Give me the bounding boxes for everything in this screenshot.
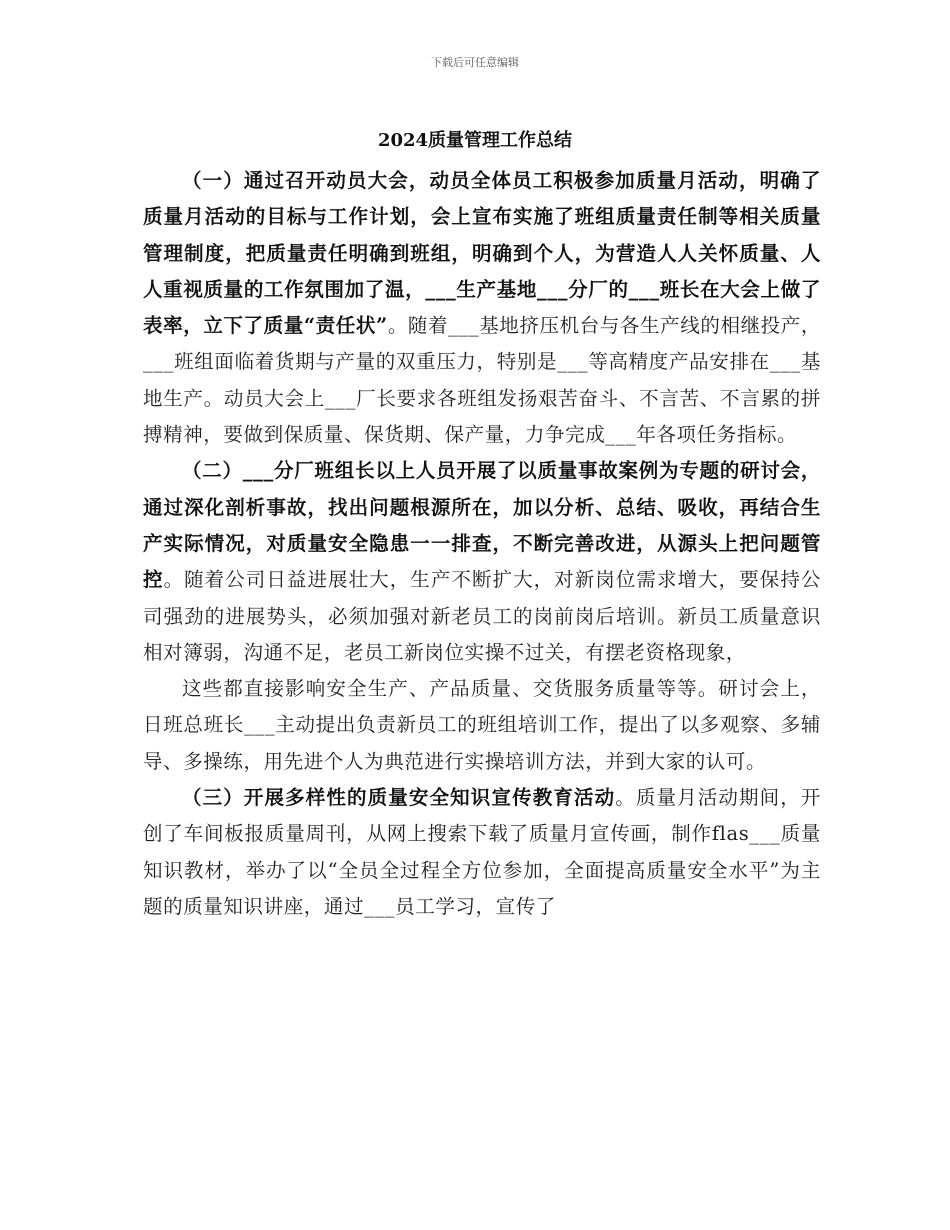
document-title: 2024质量管理工作总结 xyxy=(377,130,573,151)
paragraph-3-text: 这些都直接影响安全生产、产品质量、交货服务质量等等。研讨会上，日班总班长___主动提出负责新员工的班组培训工作，提出了以多观察、多辅导、多操练，用先进个人为典范进行实操培训方法，并到大家的认可。 xyxy=(143,677,821,773)
paragraph-4 xyxy=(143,780,821,925)
paragraph-2-bold: （二）___分厂班组长以上人员开展了以质量事故案例为专题的研讨会，通过深化剖析事故，找出问题根源所在，加以分析、总结、吸收，再结合生产实际情况，对质量安全隐患一一排查，不断完善改进，从源头上把问题管控 xyxy=(143,459,821,592)
page-header: 下载后可任意编辑 xyxy=(431,56,519,69)
document-body xyxy=(143,163,821,925)
paragraph-3 xyxy=(143,671,821,780)
paragraph-2 xyxy=(143,453,821,671)
paragraph-1 xyxy=(143,163,821,453)
paragraph-1-bold: （一）通过召开动员大会，动员全体员工积极参加质量月活动，明确了质量月活动的目标与工作计划，会上宣布实施了班组质量责任制等相关质量管理制度，把质量责任明确到班组，明确到个人，为营造人人关怀质量、人人重视质量的工作氛围加了温，___生产基地___分厂的___班长在大会上做了表率，立下了质量“责任状” xyxy=(143,169,821,338)
paragraph-4-text: 。质量月活动期间，开创了车间板报质量周刊，从网上搜索下载了质量月宣传画，制作flas___质量知识教材，举办了以“全员全过程全方位参加，全面提高质量安全水平”为主题的质量知识讲座，通过___员工学习，宣传了 xyxy=(143,786,821,918)
paragraph-2-text: 。随着公司日益进展壮大，生产不断扩大，对新岗位需求增大，要保持公司强劲的进展势头，必须加强对新老员工的岗前岗后培训。新员工质量意识相对簿弱，沟通不足，老员工新岗位实操不过关，有摆老资格现象， xyxy=(143,568,821,664)
paragraph-1-text: 。随着___基地挤压机台与各生产线的相继投产，___班组面临着货期与产量的双重压力，特别是___等高精度产品安排在___基地生产。动员大会上___厂长要求各班组发扬艰苦奋斗、不言苦、不言累的拼搏精神，要做到保质量、保货期、保产量，力争完成___年各项任务指标。 xyxy=(143,314,821,447)
paragraph-4-bold: （三）开展多样性的质量安全知识宣传教育活动 xyxy=(182,786,616,810)
